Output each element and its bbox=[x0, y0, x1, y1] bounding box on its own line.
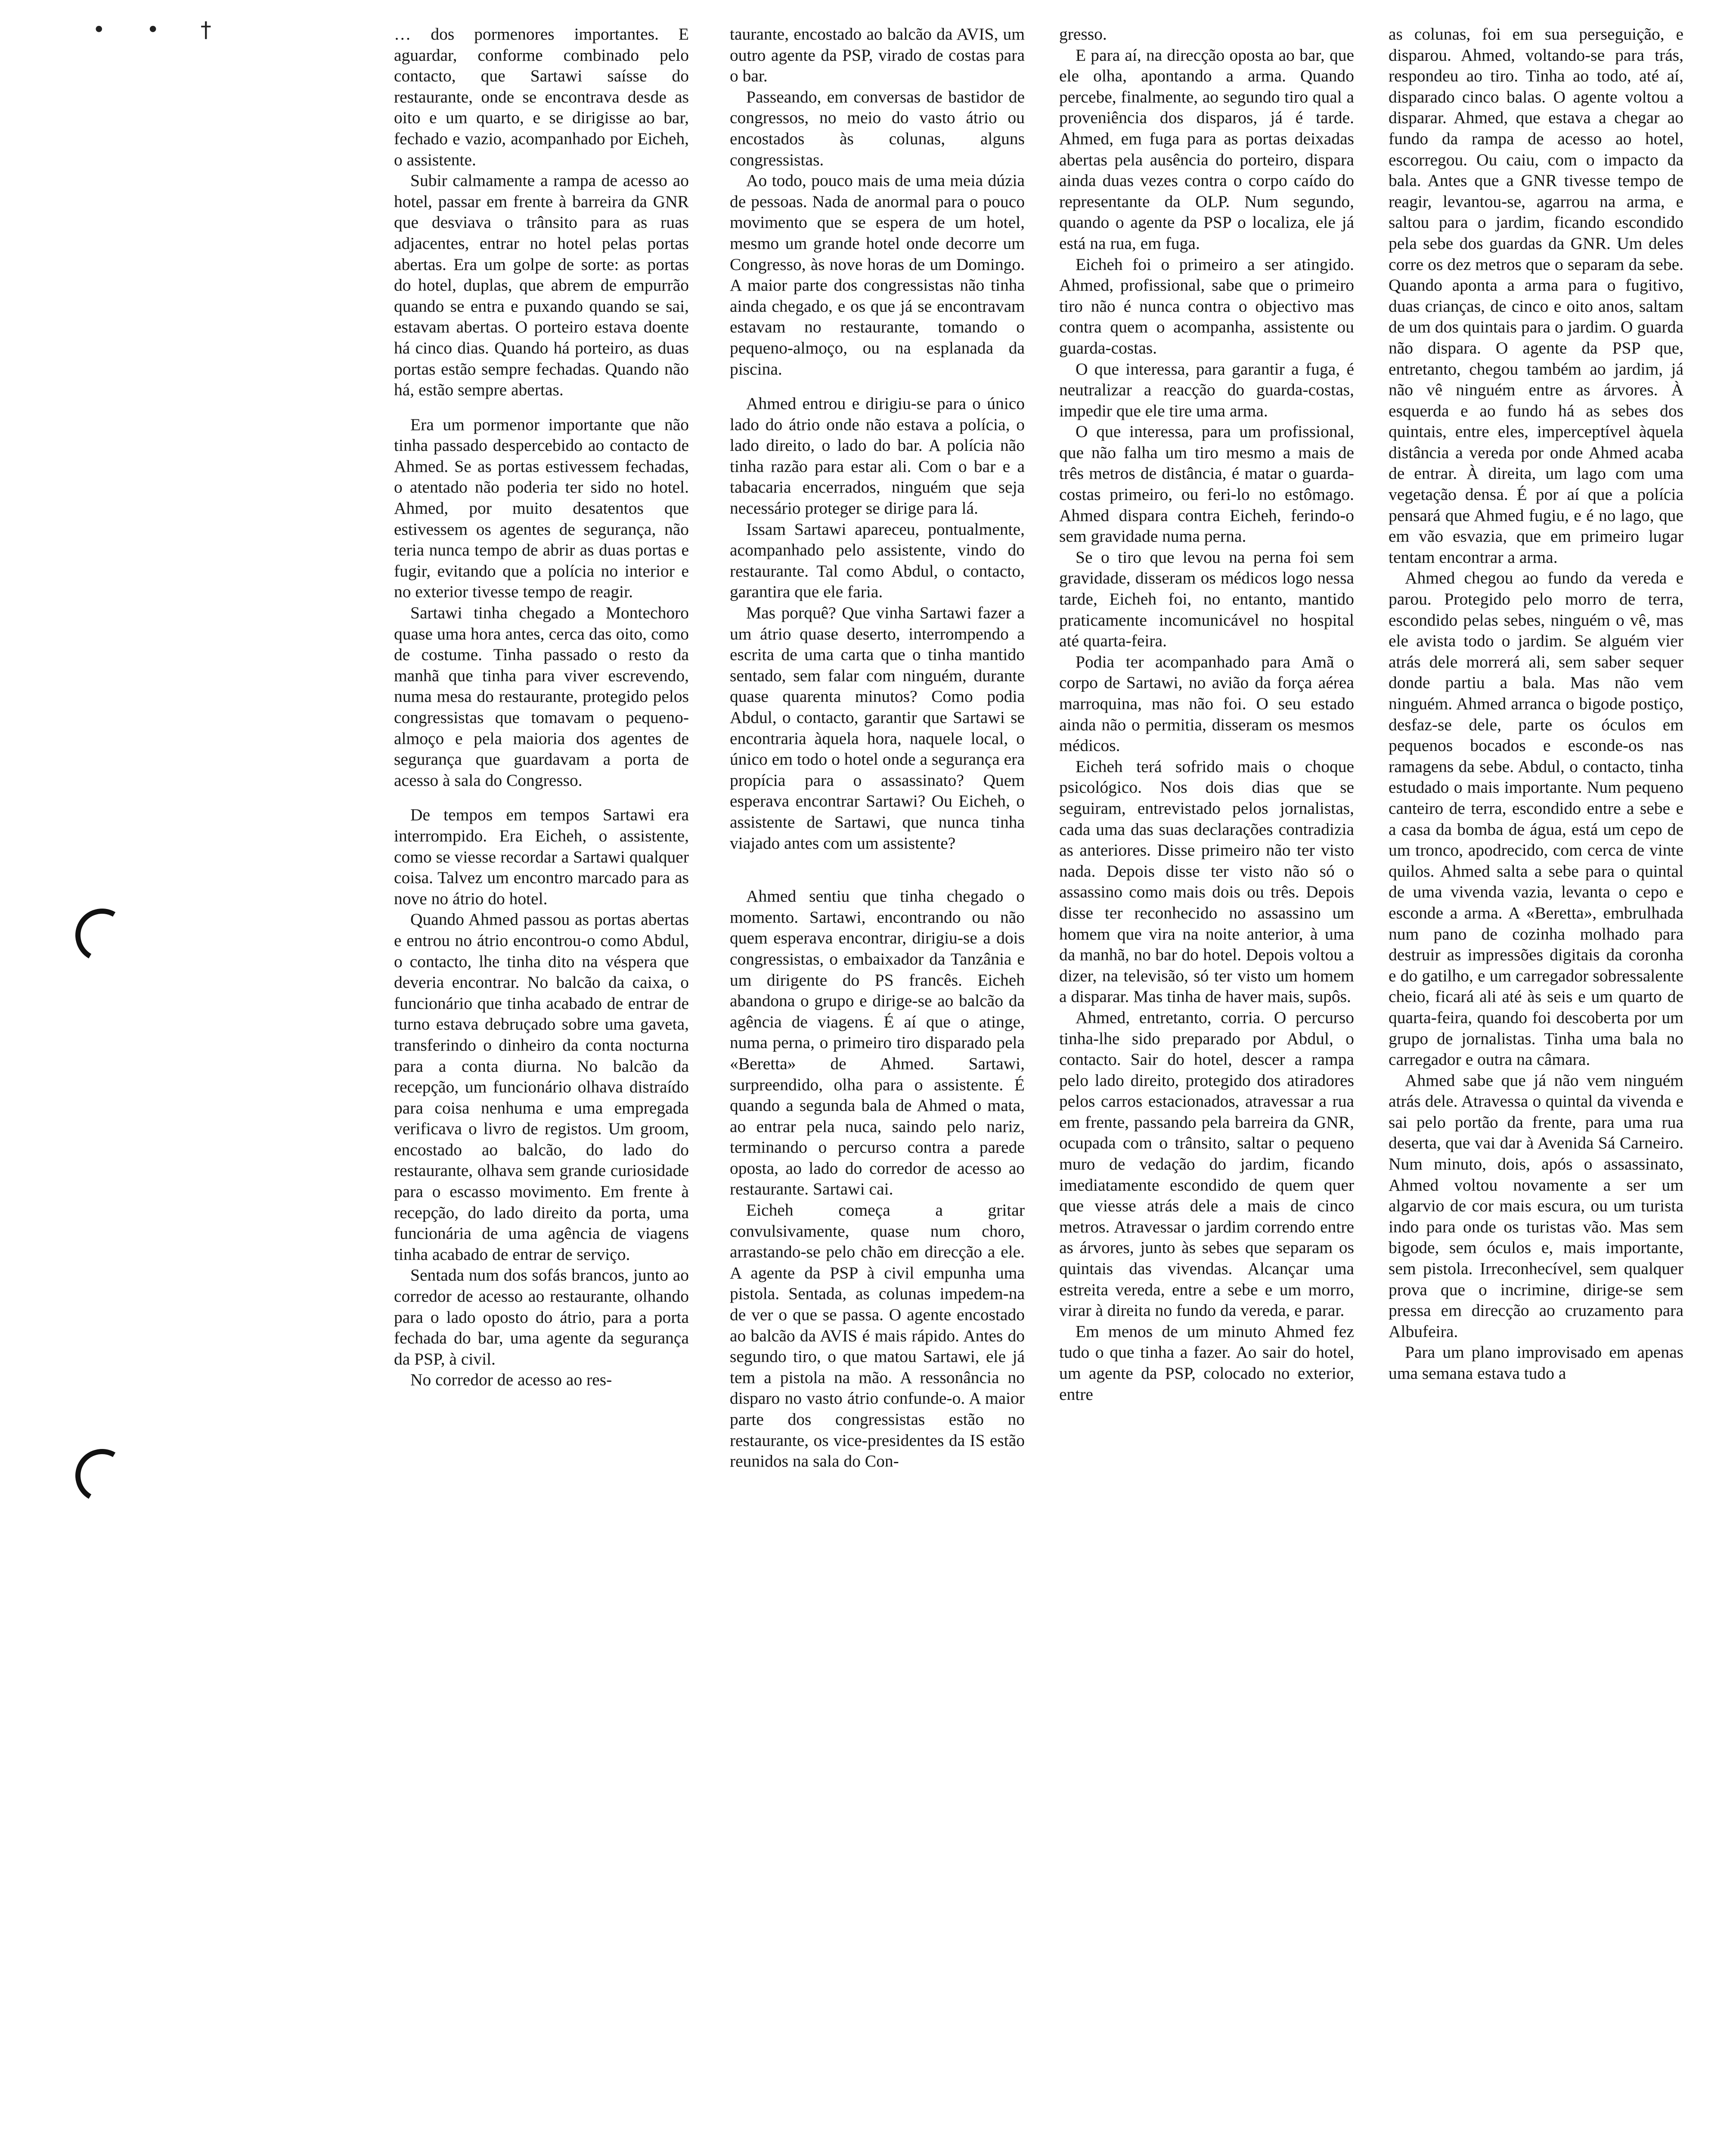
paragraph: O que interessa, para garantir a fuga, é neutralizar a reacção do guarda-costas, impedir que ele tire uma arma. bbox=[1059, 359, 1354, 420]
paragraph: Eicheh começa a gritar convulsivamente, quase num choro, arrastando-se pelo chão em direcção a ele. A agente da PSP à civil empunha uma pistola. Sentada, as colunas impedem-na de ver o que se passa. O agente encostado ao balcão da AVIS é mais rápido. Antes do segundo tiro, o que matou Sartawi, ele já tem a pistola na mão. A ressonância no disparo no vasto átrio confunde-o. A maior parte dos congressistas estão no restaurante, os vice-presidentes da IS estão reunidos na sala do Con- bbox=[730, 1201, 1025, 1471]
paragraph: O que interessa, para um profissional, que não falha um tiro mesmo a mais de três metros de distância, é matar o guarda-costas primeiro, ou feri-lo no estômago. Ahmed dispara contra Eicheh, ferindo-o sem gravidade numa perna. bbox=[1059, 422, 1354, 546]
paragraph: Passeando, em conversas de bastidor de congressos, no meio do vasto átrio ou encostados às colunas, alguns congressistas. bbox=[730, 87, 1025, 169]
text-column-4 bbox=[1389, 24, 1683, 1384]
paragraph: as colunas, foi em sua perseguição, e disparou. Ahmed, voltando-se para trás, respondeu ao tiro. Tinha ao todo, até aí, disparado cinco balas. O agente voltou a disparar. Ahmed, que estava a chegar ao fundo da rampa de acesso ao hotel, escorregou. Ou caiu, com o impacto da bala. Antes que a GNR tivesse tempo de reagir, levantou-se, agarrou na arma, e saltou para o jardim, ficando escondido pela sebe dos guardas da GNR. Um deles corre os dez metros que o separam da sebe. Quando aponta a arma para o fugitivo, duas crianças, de cinco e oito anos, saltam de um dos quintais para o jardim. O guarda não dispara. O agente da PSP que, entretanto, chegou também ao jardim, já não vê ninguém entre as árvores. À esquerda e ao fundo há as sebes dos quintais, entre eles, imperceptível àquela distância a vereda por onde Ahmed acaba de entrar. À direita, um lago com uma vegetação densa. É por aí que a polícia pensará que Ahmed fugiu, e é no lago, que em vão esvazia, que em primeiro lugar tentam encontrar a arma. bbox=[1389, 25, 1683, 567]
punch-hole-mark bbox=[69, 903, 135, 968]
paragraph: taurante, encostado ao balcão da AVIS, um outro agente da PSP, virado de costas para o bar. bbox=[730, 25, 1025, 86]
paragraph: Issam Sartawi apareceu, pontualmente, acompanhado pelo assistente, vindo do restaurante. Tal como Abdul, o contacto, garantira que ele faria. bbox=[730, 519, 1025, 602]
paragraph: Ahmed chegou ao fundo da vereda e parou. Protegido pelo morro de terra, escondido pelas sebes, ninguém o vê, mas ele avista todo o jardim. Se alguém vier atrás dele morrerá ali, sem saber sequer donde partiu a bala. Mas não vem ninguém. Ahmed arranca o bigode postiço, desfaz-se dele, parte os óculos em pequenos bocados e esconde-os nas ramagens da sebe. Abdul, o contacto, tinha estudado o mais importante. Num pequeno canteiro de terra, escondido entre a sebe e a casa da bomba de água, está um cepo de um tronco, apodrecido, com cerca de vinte quilos. Ahmed salta a sebe para o quintal de uma vivenda vazia, levanta o cepo e esconde a arma. A «Beretta», embrulhada num pano de cozinha molhado para destruir as impressões digitais da coronha e do gatilho, e um carregador sobressalente cheio, ficará ali até às seis e um quarto de quarta-feira, quando foi descoberta por um grupo de jornalistas. Tinha uma bala no carregador e outra na câmara. bbox=[1389, 568, 1683, 1069]
paragraph: Ahmed entrou e dirigiu-se para o único lado do átrio onde não estava a polícia, o lado direito, o lado do bar. A polícia não tinha razão para estar ali. Com o bar e a tabacaria encerrados, ninguém que seja necessário proteger se dirige para lá. bbox=[730, 394, 1025, 518]
paragraph: Mas porquê? Que vinha Sartawi fazer a um átrio quase deserto, interrompendo a escrita de uma carta que o tinha mantido sentado, sem falar com ninguém, durante quase quarenta minutos? Como podia Abdul, o contacto, garantir que Sartawi se encontraria àquela hora, naquele local, o único em todo o hotel onde a segurança era propícia para o assassinato? Quem esperava encontrar Sartawi? Ou Eicheh, o assistente de Sartawi, que nunca tinha viajado antes com um assistente? bbox=[730, 603, 1025, 853]
punch-hole-mark bbox=[69, 1443, 135, 1508]
text-column-1 bbox=[394, 24, 689, 1390]
paragraph: Para um plano improvisado em apenas uma semana estava tudo a bbox=[1389, 1343, 1683, 1383]
paragraph: Em menos de um minuto Ahmed fez tudo o que tinha a fazer. Ao sair do hotel, um agente da PSP, colocado no exterior, entre bbox=[1059, 1322, 1354, 1404]
paragraph: Sartawi tinha chegado a Montechoro quase uma hora antes, cerca das oito, como de costume. Tinha passado o resto da manhã que tinha para viver escrevendo, numa mesa do restaurante, protegido pelos congressistas que tomavam o pequeno-almoço e pela maioria dos agentes de segurança que guardavam a porta de acesso à sala do Congresso. bbox=[394, 603, 689, 790]
paragraph: Ao todo, pouco mais de uma meia dúzia de pessoas. Nada de anormal para o pouco movimento que se espera de um hotel, mesmo um grande hotel onde decorre um Congresso, às nove horas de um Domingo. A maior parte dos congressistas não tinha ainda chegado, e os que já se encontravam estavam no restaurante, tomando o pequeno-almoço, ou na esplanada da piscina. bbox=[730, 171, 1025, 378]
paragraph: Sentada num dos sofás brancos, junto ao corredor de acesso ao restaurante, olhando para o lado oposto do átrio, para a porta fechada do bar, uma agente da segurança da PSP, à civil. bbox=[394, 1266, 689, 1368]
paragraph: Quando Ahmed passou as portas abertas e entrou no átrio encontrou-o como Abdul, o contacto, lhe tinha dito na véspera que deveria encontrar. No balcão da caixa, o funcionário que tinha acabado de entrar de turno estava debruçado sobre uma gaveta, transferindo o dinheiro da conta nocturna para a conta diurna. No balcão da recepção, um funcionário olhava distraído para coisa nenhuma e uma empregada verificava o livro de registos. Um groom, encostado ao balcão, do lado do restaurante, olhava sem grande curiosidade para o escasso movimento. Em frente à recepção, do lado direito da porta, uma funcionária de uma agência de viagens tinha acabado de entrar de serviço. bbox=[394, 910, 689, 1264]
paragraph: gresso. bbox=[1059, 25, 1107, 43]
paragraph: … dos pormenores importantes. E aguardar, conforme combinado pelo contacto, que Sartawi saísse do restaurante, onde se encontrava desde as oito e um quarto, e se dirigisse ao bar, fechado e vazio, acompanhado por Eicheh, o assistente. bbox=[394, 25, 689, 169]
paragraph: De tempos em tempos Sartawi era interrompido. Era Eicheh, o assistente, como se viesse recordar a Sartawi qualquer coisa. Talvez um encontro marcado para as nove no átrio do hotel. bbox=[394, 805, 689, 908]
text-column-2 bbox=[730, 24, 1025, 1472]
paragraph: Ahmed sentiu que tinha chegado o momento. Sartawi, encontrando ou não quem esperava encontrar, dirigiu-se a dois congressistas, o embaixador da Tanzânia e um dirigente do PS francês. Eicheh abandona o grupo e dirige-se ao balcão da agência de viagens. É aí que o atinge, numa perna, o primeiro tiro disparado pela «Beretta» de Ahmed. Sartawi, surpreendido, olha para o assistente. É quando a segunda bala de Ahmed o mata, ao entrar pela nuca, saindo pelo nariz, terminando o percurso contra a parede oposta, ao lado do corredor de acesso ao restaurante. Sartawi cai. bbox=[730, 887, 1025, 1199]
paragraph: Ahmed sabe que já não vem ninguém atrás dele. Atravessa o quintal da vivenda e sai pelo portão da frente, para uma rua deserta, que vai dar à Avenida Sá Carneiro. Num minuto, dois, após o assassinato, Ahmed voltou novamente a ser um algarvio de cor mais escura, ou um turista indo para onde os turistas vão. Mas sem bigode, sem óculos e, mais importante, sem pistola. Irreconhecível, sem qualquer prova que o incrimine, dirige-se sem pressa em direcção ao cruzamento para Albufeira. bbox=[1389, 1070, 1683, 1341]
text-column-3 bbox=[1059, 24, 1354, 1405]
paragraph: Eicheh foi o primeiro a ser atingido. Ahmed, profissional, sabe que o primeiro tiro não é nunca contra o objectivo mas contra quem o acompanha, assistente ou guarda-costas. bbox=[1059, 254, 1354, 357]
margin-marks: • • † bbox=[93, 17, 229, 42]
paragraph: Podia ter acompanhado para Amã o corpo de Sartawi, no avião da força aérea marroquina, mas não foi. O seu estado ainda não o permitia, disseram os mesmos médicos. bbox=[1059, 652, 1354, 755]
paragraph: E para aí, na direcção oposta ao bar, que ele olha, apontando a arma. Quando percebe, finalmente, ao segundo tiro qual a proveniência dos disparos, já é tarde. Ahmed, em fuga para as portas deixadas abertas pela ausência do porteiro, dispara ainda duas vezes contra o corpo caído do representante da OLP. Num segundo, quando o agente da PSP o localiza, ele já está na rua, em fuga. bbox=[1059, 45, 1354, 253]
paragraph: Ahmed, entretanto, corria. O percurso tinha-lhe sido preparado por Abdul, o contacto. Sair do hotel, descer a rampa pelo lado direito, protegido dos atiradores pelos carros estacionados, atravessar a rua em frente, passando pela barreira da GNR, ocupada com o trânsito, saltar o pequeno muro de vedação do jardim, ficando imediatamente escondido de quem quer que viesse atrás dele a mais de cinco metros. Atravessar o jardim correndo entre as árvores, junto às sebes que separam os quintais das vivendas. Alcançar uma estreita vereda, entre a sebe e um morro, virar à direita no fundo da vereda, e parar. bbox=[1059, 1008, 1354, 1320]
paragraph: Eicheh terá sofrido mais o choque psicológico. Nos dois dias que se seguiram, entrevistado pelos jornalistas, cada uma das suas declarações contradizia as anteriores. Disse primeiro não ter visto nada. Depois disse ter visto não só o assassino como mais dois ou três. Depois disse ter reconhecido no assassino um homem que vira na noite anterior, à uma da manhã, no bar do hotel. Depois voltou a dizer, na televisão, só ter visto um homem a disparar. Mas tinha de haver mais, supôs. bbox=[1059, 757, 1354, 1006]
paragraph: Era um pormenor importante que não tinha passado despercebido ao contacto de Ahmed. Se as portas estivessem fechadas, o atentado não poderia ter sido no hotel. Ahmed, por muito desatentos que estivessem os agentes de segurança, não teria nunca tempo de abrir as duas portas e fugir, evitando que a polícia no interior e no exterior tivesse tempo de reagir. bbox=[394, 415, 689, 602]
paragraph: No corredor de acesso ao res- bbox=[410, 1370, 612, 1390]
paragraph: Subir calmamente a rampa de acesso ao hotel, passar em frente à barreira da GNR que desviava o trânsito para as ruas adjacentes, entrar no hotel pelas portas abertas. Era um golpe de sorte: as portas do hotel, duplas, que abrem de empurrão quando se entra e puxando quando se sai, estavam abertas. O porteiro estava doente há cinco dias. Quando há porteiro, as duas portas estão sempre fechadas. Quando não há, estão sempre abertas. bbox=[394, 171, 689, 400]
paragraph: Se o tiro que levou na perna foi sem gravidade, disseram os médicos logo nessa tarde, Eicheh foi, no entanto, mantido praticamente incomunicável no hospital até quarta-feira. bbox=[1059, 547, 1354, 651]
